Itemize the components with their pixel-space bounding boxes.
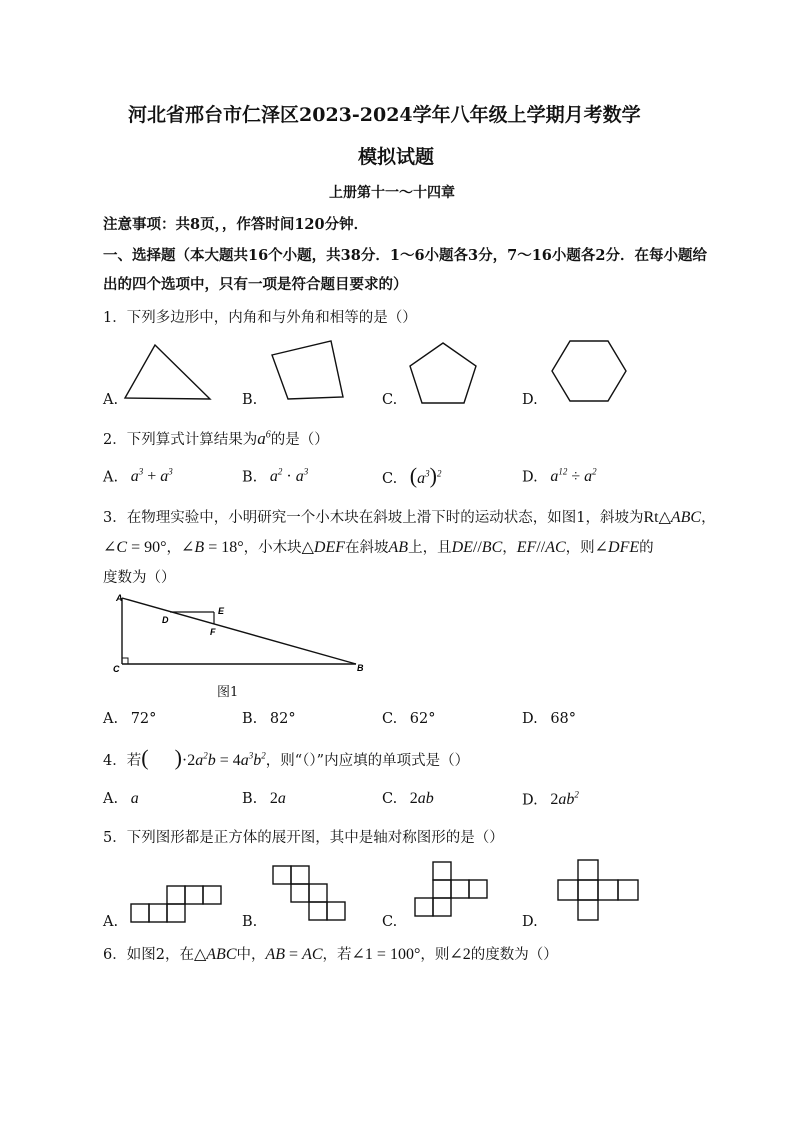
q3-option-a-letter: A.	[103, 711, 119, 727]
q2-option-b-letter: B.	[242, 469, 258, 486]
q2-option-a-expr: $a^3 + a^3$	[130, 467, 173, 486]
q4-option-a-letter: A.	[103, 791, 119, 807]
q4-option-c-letter: C.	[382, 791, 398, 807]
q4-option-d[interactable]	[522, 790, 579, 809]
q3-line-2-mid: 在斜坡	[345, 540, 389, 556]
q4-option-d-expr: $2ab^2$	[550, 790, 579, 809]
q3-line-2-end: ，则	[565, 540, 595, 556]
q1-hexagon	[550, 338, 628, 404]
q1-option-b[interactable]: B.	[242, 392, 258, 408]
q3-fig-label-e: E	[218, 606, 225, 616]
q6-text-mid: 中，	[236, 947, 266, 963]
q3-option-c-value: 62°	[409, 711, 436, 727]
q3-option-d-value: 68°	[550, 711, 577, 727]
q5-net-b	[272, 864, 358, 926]
q6-text-mid2: ，若	[322, 947, 352, 963]
q3-fig-label-f: F	[210, 627, 216, 637]
q2-text	[103, 428, 329, 449]
q6-text-before: 6．如图2，在	[103, 947, 194, 963]
q5-option-c[interactable]: C.	[382, 914, 398, 930]
q3-figure-caption: 图1	[217, 685, 239, 700]
q3-angle-dfe: ∠DFE	[594, 539, 640, 556]
q2-option-c-letter: C.	[382, 471, 398, 487]
q3-def: △DEF	[301, 539, 346, 556]
q3-line-2-text: ，小木块	[243, 540, 302, 556]
q4-text-before: 4．若	[103, 753, 142, 769]
q6-angle-1: ∠1 = 100°	[351, 946, 421, 963]
q3-option-a-value: 72°	[130, 711, 157, 727]
q2-expr: $a^6$	[257, 429, 271, 448]
q4-option-a-expr: a	[130, 790, 139, 807]
q4-option-b-letter: B.	[242, 791, 258, 807]
q4-option-b[interactable]	[242, 790, 286, 808]
q1-option-d[interactable]: D.	[522, 392, 538, 408]
q5-option-b[interactable]: B.	[242, 914, 258, 930]
q1-option-a[interactable]: A.	[103, 392, 119, 408]
q1-option-c[interactable]: C.	[382, 392, 398, 408]
q2-text-before: 2．下列算式计算结果为	[103, 432, 258, 448]
q5-net-d	[554, 858, 644, 924]
notice: 注意事项：共8页，，作答时间120分钟．	[103, 216, 369, 233]
q1-pentagon	[408, 340, 480, 406]
q2-option-b[interactable]	[242, 467, 308, 486]
q4-equation: ( )$\cdot 2a^2b = 4a^3b^2$	[141, 745, 266, 770]
q3-ef-ac: EF//AC	[516, 539, 566, 556]
q6-text-tail: 的度数为（）	[470, 947, 558, 963]
q1-triangle	[120, 340, 220, 402]
q6-text	[103, 943, 558, 964]
q1-quadrilateral	[268, 337, 348, 403]
q6-ab-ac: AB = AC	[265, 946, 323, 963]
q3-line-1-text: 3．在物理实验中，小明研究一个小木块在斜坡上滑下时的运动状态，如图1，斜坡为	[103, 510, 644, 526]
q5-option-d[interactable]: D.	[522, 914, 538, 930]
q4-option-a[interactable]	[103, 790, 139, 808]
q5-net-a	[130, 884, 222, 924]
q4-text	[103, 745, 469, 771]
q2-text-after: 的是（）	[270, 432, 329, 448]
q4-option-b-expr: 2a	[269, 790, 286, 807]
q2-option-a[interactable]	[103, 467, 173, 486]
q3-option-b[interactable]	[242, 711, 296, 727]
q5-text: 5．下列图形都是正方体的展开图，其中是轴对称图形的是（）	[103, 830, 504, 846]
q3-line-3: 度数为（）	[103, 570, 176, 586]
q5-net-c	[414, 860, 498, 926]
q4-text-after: ，则“（）”内应填的单项式是（）	[265, 753, 470, 769]
q3-figure-1	[110, 592, 370, 674]
q2-option-c-expr: $(a^3)^2$	[409, 463, 442, 488]
q1-text: 1．下列多边形中，内角和与外角和相等的是（）	[103, 310, 417, 326]
q3-rt-abc: Rt△ABC	[643, 509, 702, 526]
q3-line-1: 3．在物理实验中，小明研究一个小木块在斜坡上滑下时的运动状态，如图1，斜坡为Rt△ABC，	[103, 509, 716, 526]
q4-option-d-letter: D.	[522, 792, 538, 809]
section1-line-2: 出的四个选项中，只有一项是符合题目要求的）	[103, 276, 408, 293]
q3-fig-label-a: A	[116, 593, 123, 603]
q2-option-d-letter: D.	[522, 469, 538, 486]
q3-option-c[interactable]	[382, 711, 436, 727]
q3-ab: AB	[388, 539, 409, 556]
q3-option-b-letter: B.	[242, 711, 258, 727]
q3-line-2-tail: 的	[639, 540, 654, 556]
q3-line-2-mid2: 上，且	[408, 540, 452, 556]
q2-option-a-letter: A.	[103, 469, 119, 486]
q5-option-a[interactable]: A.	[103, 914, 119, 930]
q3-angle-b: ∠B = 18°	[181, 539, 244, 556]
q4-option-c-expr: 2ab	[409, 790, 434, 807]
section1-line-1: 一、选择题（本大题共16个小题，共38分．1～6小题各3分，7～16小题各2分．在每小题给	[103, 247, 707, 264]
q3-option-d[interactable]	[522, 711, 576, 727]
q2-option-c[interactable]	[382, 463, 441, 489]
q2-option-d[interactable]	[522, 467, 597, 486]
q3-option-b-value: 82°	[269, 711, 296, 727]
q4-option-c[interactable]	[382, 790, 434, 808]
q6-text-end: ，则	[420, 947, 450, 963]
q3-fig-label-b: B	[357, 663, 364, 673]
q3-fig-label-d: D	[162, 615, 169, 625]
q3-option-c-letter: C.	[382, 711, 398, 727]
q3-angle-c: ∠C = 90°	[103, 539, 167, 556]
q3-fig-label-c: C	[113, 664, 120, 674]
q2-option-b-expr: $a^2 \cdot a^3$	[269, 467, 309, 486]
q3-option-d-letter: D.	[522, 711, 538, 727]
q3-option-a[interactable]	[103, 711, 156, 727]
q3-line-2: ∠C = 90°，∠B = 18°，小木块△DEF在斜坡AB上，且DE//BC，EF//AC，则∠DFE的	[103, 539, 654, 556]
q2-option-d-expr: $a^{12} \div a^2$	[550, 467, 597, 486]
q3-de-bc: DE//BC	[451, 539, 503, 556]
title-line-2: 模拟试题	[358, 146, 435, 168]
q6-triangle-abc: △ABC	[193, 946, 237, 963]
q6-angle-2: ∠2	[449, 946, 471, 963]
subtitle: 上册第十一～十四章	[329, 185, 455, 201]
title-line-1: 河北省邢台市仁泽区2023-2024学年八年级上学期月考数学	[128, 104, 641, 126]
